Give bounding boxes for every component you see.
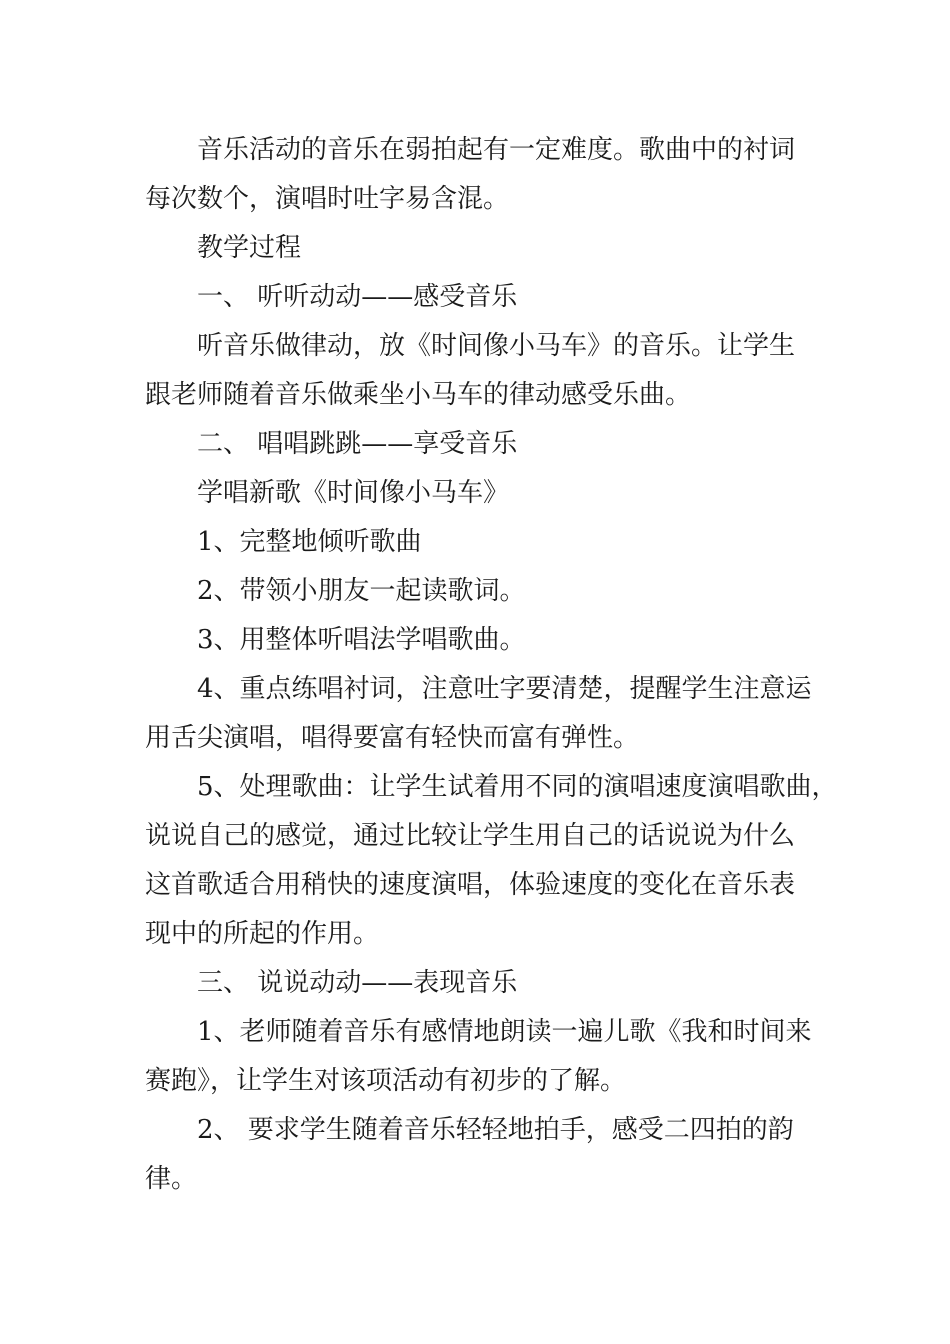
text-line: 2、带领小朋友一起读歌词。 bbox=[197, 576, 526, 606]
text-line: 5、处理歌曲：让学生试着用不同的演唱速度演唱歌曲， bbox=[197, 772, 838, 802]
section-heading-teaching-process bbox=[145, 224, 810, 273]
list-item-1 bbox=[145, 518, 810, 567]
text-line: 每次数个，演唱时吐字易含混。 bbox=[145, 184, 510, 214]
text-line: 音乐活动的音乐在弱拍起有一定难度。歌曲中的衬词 bbox=[197, 135, 796, 165]
paragraph-listen-rhythm bbox=[145, 322, 810, 420]
text-line: 跟老师随着音乐做乘坐小马车的律动感受乐曲。 bbox=[145, 380, 692, 410]
list-item-3 bbox=[145, 616, 810, 665]
list-item-5 bbox=[145, 763, 838, 959]
section-heading-one bbox=[145, 273, 810, 322]
text-line: 现中的所起的作用。 bbox=[145, 919, 380, 949]
section-heading-three bbox=[145, 959, 810, 1008]
text-line: 1、老师随着音乐有感情地朗读一遍儿歌《我和时间来 bbox=[197, 1017, 812, 1047]
text-line: 说说自己的感觉，通过比较让学生用自己的话说说为什么 bbox=[145, 821, 796, 851]
text-line: 一、 听听动动——感受音乐 bbox=[197, 282, 518, 312]
text-line: 律。 bbox=[145, 1164, 198, 1194]
text-line: 用舌尖演唱，唱得要富有轻快而富有弹性。 bbox=[145, 723, 640, 753]
text-line: 听音乐做律动，放《时间像小马车》的音乐。让学生 bbox=[197, 331, 796, 361]
text-line: 1、完整地倾听歌曲 bbox=[197, 527, 422, 557]
text-line: 3、用整体听唱法学唱歌曲。 bbox=[197, 625, 526, 655]
list-item-2 bbox=[145, 567, 810, 616]
document-body bbox=[145, 126, 838, 1204]
text-line: 4、重点练唱衬词，注意吐字要清楚，提醒学生注意运 bbox=[197, 674, 812, 704]
text-line: 这首歌适合用稍快的速度演唱，体验速度的变化在音乐表 bbox=[145, 870, 796, 900]
text-line: 2、 要求学生随着音乐轻轻地拍手，感受二四拍的韵 bbox=[197, 1115, 794, 1145]
paragraph-difficulty bbox=[145, 126, 810, 224]
text-line: 三、 说说动动——表现音乐 bbox=[197, 968, 518, 998]
list-item-4 bbox=[145, 665, 810, 763]
paragraph-learn-song bbox=[145, 469, 810, 518]
list-item-clap-hands bbox=[145, 1106, 810, 1204]
section-heading-two bbox=[145, 420, 810, 469]
list-item-teacher-reads bbox=[145, 1008, 810, 1106]
text-line: 赛跑》，让学生对该项活动有初步的了解。 bbox=[145, 1066, 627, 1096]
text-line: 学唱新歌《时间像小马车》 bbox=[197, 478, 510, 508]
text-line: 二、 唱唱跳跳——享受音乐 bbox=[197, 429, 518, 459]
text-line: 教学过程 bbox=[197, 233, 302, 263]
